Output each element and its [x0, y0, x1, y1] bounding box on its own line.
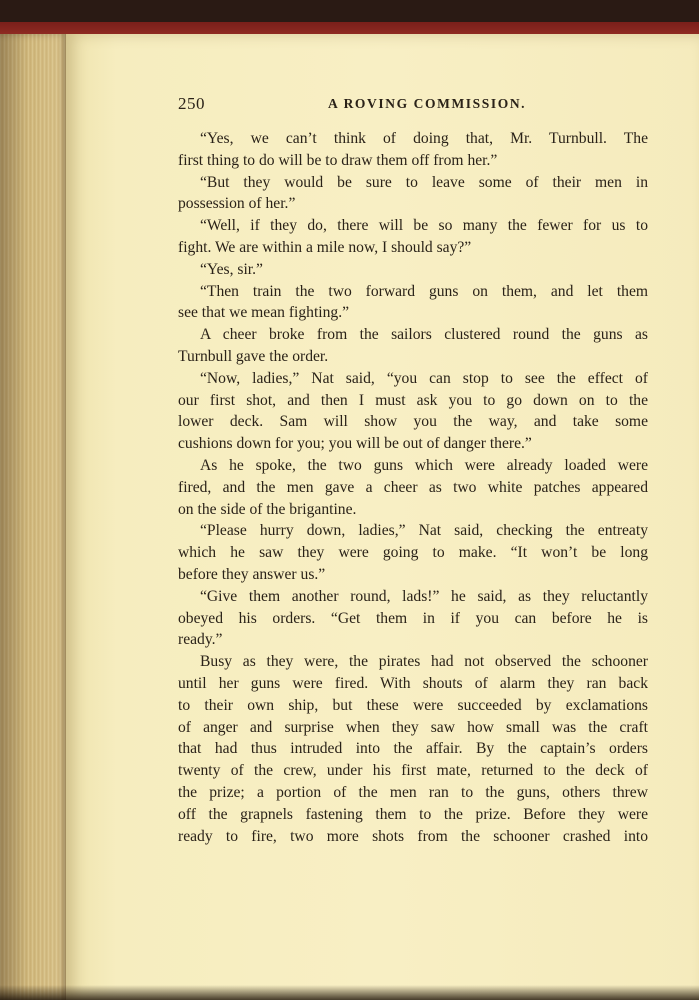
- text-line: “Please hurry down, ladies,” Nat said, checking the entreaty: [200, 522, 648, 540]
- running-title: A ROVING COMMISSION.: [328, 96, 527, 111]
- text-line: on the side of the brigantine.: [178, 500, 357, 518]
- body-text: [178, 128, 648, 847]
- text-line: “Now, ladies,” Nat said, “you can stop to see the effect of: [200, 369, 648, 387]
- text-line: fired, and the men gave a cheer as two white patches appeared: [178, 478, 648, 496]
- bottom-shadow: [0, 985, 699, 1000]
- text-line: “Then train the two forward guns on them, and let them: [200, 282, 648, 300]
- text-line: lower deck. Sam will show you the way, and take some: [178, 413, 648, 431]
- text-line: the prize; a portion of the men ran to the guns, others threw: [178, 783, 648, 801]
- text-line: Turnbull gave the order.: [178, 347, 329, 365]
- text-line: off the grapnels fastening them to the prize. Before they were: [178, 805, 648, 823]
- text-line: Busy as they were, the pirates had not observed the schooner: [200, 653, 648, 671]
- text-line: until her guns were fired. With shouts of alarm they ran back: [178, 674, 648, 692]
- page-edges-shading: [0, 34, 70, 1000]
- text-line: “Yes, we can’t think of doing that, Mr. Turnbull. The: [200, 130, 648, 147]
- text-line: twenty of the crew, under his first mate, returned to the deck of: [178, 762, 648, 780]
- text-line: first thing to do will be to draw them off from her.”: [178, 151, 498, 169]
- text-line: of anger and surprise when they saw how small was the craft: [178, 718, 648, 736]
- text-line: obeyed his orders. “Get them in if you can before he is: [178, 609, 648, 627]
- text-line: our first shot, and then I must ask you to go down on to the: [178, 391, 648, 409]
- text-line: see that we mean fighting.”: [178, 304, 350, 322]
- text-line: “Yes, sir.”: [200, 260, 263, 278]
- text-line: cushions down for you; you will be out of danger there.”: [178, 435, 532, 453]
- text-line: ready.”: [178, 631, 223, 649]
- text-line: “Give them another round, lads!” he said, as they reluctantly: [200, 587, 648, 605]
- text-line: “Well, if they do, there will be so many the fewer for us to: [200, 217, 648, 235]
- text-line: As he spoke, the two guns which were already loaded were: [200, 456, 648, 474]
- text-line: possession of her.”: [178, 195, 296, 213]
- text-line: A cheer broke from the sailors clustered round the guns as: [200, 326, 648, 344]
- text-line: to their own ship, but these were succeeded by exclamations: [178, 696, 648, 714]
- text-line: ready to fire, two more shots from the schooner crashed into: [178, 827, 648, 845]
- text-line: fight. We are within a mile now, I should say?”: [178, 238, 472, 256]
- text-line: that had thus intruded into the affair. By the captain’s orders: [178, 740, 648, 758]
- text-line: which he saw they were going to make. “It won’t be long: [178, 544, 648, 562]
- page-number: 250: [178, 94, 205, 113]
- text-line: “But they would be sure to leave some of their men in: [200, 173, 648, 191]
- text-line: before they answer us.”: [178, 565, 326, 583]
